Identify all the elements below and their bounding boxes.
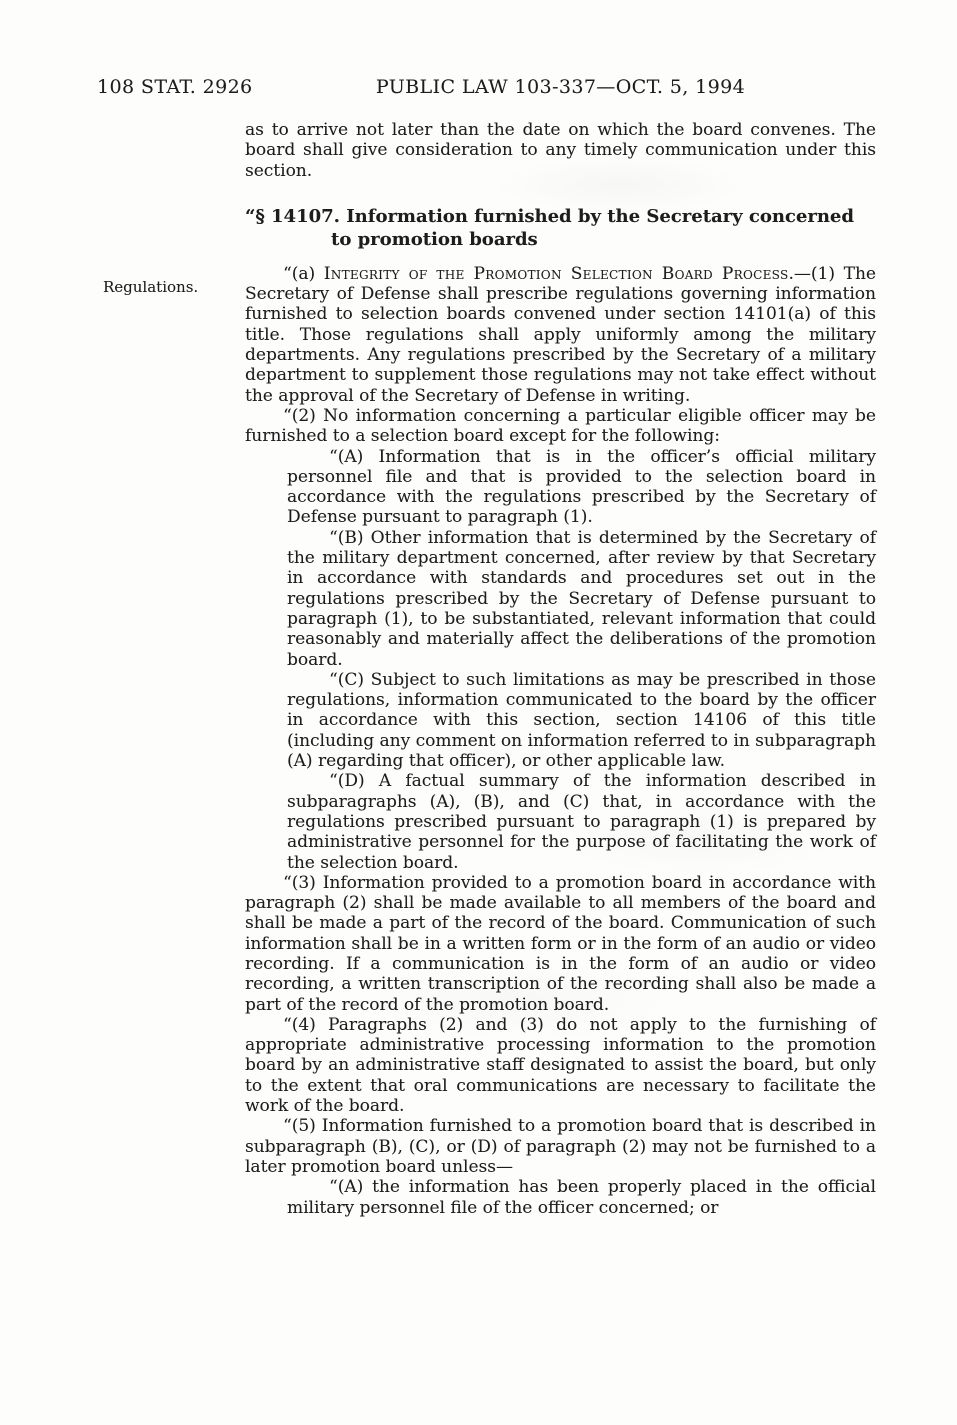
paragraph-3: “(3) Information provided to a promotion board in accordance with paragraph (2) shall be made available to all members of the board and shall be made a part of the record of the board. Communication of such information shall be in a written form or in the form of an audio or video recording. If a communication is in the form of an audio or video recording, a written transcription of the recording shall also be made a part of the record of the promotion board. <box>245 872 876 1015</box>
subparagraph-2B: “(B) Other information that is determined by the Secretary of the military department concerned, after review by that Secretary in accordance with standards and procedures set out in the regulations prescribed by the Secretary of Defense pursuant to paragraph (1), to be substantiated, relevant information that could reasonably and materially affect the deliberations of the promotion board. <box>287 527 876 670</box>
statute-page-number: 108 STAT. 2926 <box>97 76 253 98</box>
paragraph-a-smallcaps-title: Integrity of the Promotion Selection Board Process <box>323 263 789 284</box>
statute-text-column <box>245 120 876 1218</box>
section-heading <box>245 205 876 251</box>
subparagraph-2A: “(A) Information that is in the officer’s official military personnel file and that is provided to the selection board in accordance with the regulations prescribed by the Secretary of Defense pursuant to paragraph (1). <box>287 446 876 528</box>
paragraph-5: “(5) Information furnished to a promotion board that is described in subparagraph (B), (C), or (D) of paragraph (2) may not be furnished to a later promotion board unless— <box>245 1116 876 1177</box>
law-title: PUBLIC LAW 103-337—OCT. 5, 1994 <box>375 76 746 98</box>
section-heading-line1: “§ 14107. Information furnished by the Secretary concerned <box>245 205 854 227</box>
paragraph-4: “(4) Paragraphs (2) and (3) do not apply to the furnishing of appropriate administrative processing information to the promotion board by an administrative staff designated to assist the board, but only to the extent that oral communications are necessary to facilitate the work of the board. <box>245 1014 876 1117</box>
subparagraph-2D: “(D) A factual summary of the information described in subparagraphs (A), (B), and (C) that, in accordance with the regulations prescribed pursuant to paragraph (1) is prepared by administrative personnel for the purpose of facilitating the work of the selection board. <box>287 771 876 873</box>
paragraph-a <box>245 264 876 406</box>
continuation-paragraph: as to arrive not later than the date on which the board convenes. The board shall give consideration to any timely communication under this section. <box>245 120 876 181</box>
page-header <box>0 76 957 102</box>
paragraph-a-body: .—(1) The Secretary of Defense shall prescribe regulations governing information furnished to selection boards convened under section 14101(a) of this title. Those regulations shall apply uniformly among the military departments. Any regulations prescribed by the Secretary of a military department to supplement those regulations may not take effect without the approval of the Secretary of Defense in writing. <box>245 263 876 406</box>
subparagraph-2C: “(C) Subject to such limitations as may be prescribed in those regulations, information communicated to the board by the officer in accordance with this section, section 14106 of this title (including any comment on information referred to in subparagraph (A) regarding that officer), or other applicable law. <box>287 669 876 772</box>
margin-note-regulations: Regulations. <box>103 278 199 296</box>
section-heading-line2: to promotion boards <box>331 228 538 250</box>
paragraph-a-prefix: “(a) <box>283 263 324 284</box>
subparagraph-5A: “(A) the information has been properly placed in the official military personnel file of the officer concerned; or <box>287 1177 876 1218</box>
paragraph-2: “(2) No information concerning a particular eligible officer may be furnished to a selection board except for the following: <box>245 405 876 447</box>
